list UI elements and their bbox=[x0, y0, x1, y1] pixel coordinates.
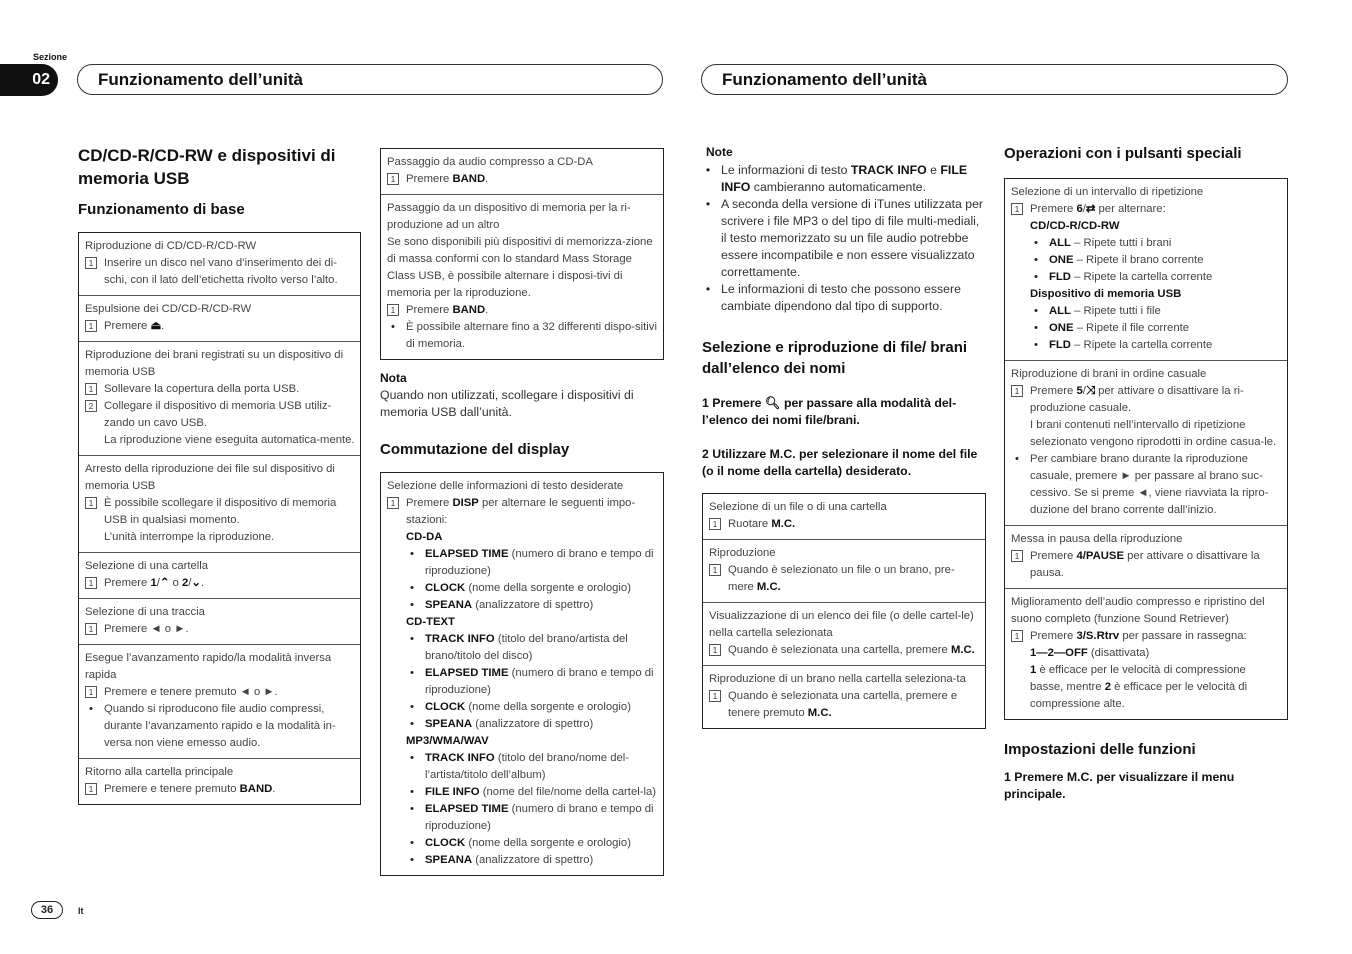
step-text: Quando è selezionata una cartella, premere e tenere premuto bbox=[728, 690, 958, 719]
item-key: CLOCK bbox=[425, 582, 466, 594]
subsection-title: Funzionamento di base bbox=[78, 201, 245, 218]
bullet-icon: • bbox=[1034, 305, 1038, 317]
nota-text: Quando non utilizzati, scollegare i dispositivi di memoria USB dall’unità. bbox=[380, 388, 634, 419]
list-item bbox=[387, 546, 658, 580]
bullet-icon: • bbox=[1034, 237, 1038, 249]
step-text: è efficace per le velocità di compressione basse, mentre bbox=[1030, 664, 1246, 693]
step-1-icon: 1 bbox=[85, 497, 97, 509]
step-note: La riproduzione viene eseguita automatica-mente. bbox=[104, 434, 355, 446]
list-item bbox=[387, 699, 658, 716]
table-cell bbox=[79, 644, 360, 758]
step-text: Premere bbox=[1030, 630, 1074, 642]
step-text: Quando è selezionata una cartella, premere bbox=[728, 644, 948, 656]
step-text: per passare in rassegna: bbox=[1122, 630, 1247, 642]
bullet-icon: • bbox=[391, 321, 395, 333]
key-label: 6 bbox=[1076, 203, 1083, 215]
item-key: ELAPSED TIME bbox=[425, 548, 509, 560]
item-key: SPEANA bbox=[425, 718, 473, 730]
step-1-icon: 1 bbox=[1011, 203, 1023, 215]
group-label: CD-TEXT bbox=[406, 616, 455, 628]
cell-title: Riproduzione dei brani registrati su un dispositivo di memoria USB bbox=[85, 349, 344, 378]
list-item bbox=[1011, 320, 1282, 337]
step-text: È possibile scollegare il dispositivo di memoria USB in qualsiasi momento. bbox=[104, 497, 337, 526]
key-label: 2 bbox=[181, 577, 189, 589]
repeat-icon: ⇄ bbox=[1085, 203, 1096, 215]
cell-title: Ritorno alla cartella principale bbox=[85, 766, 234, 778]
key-label: DISP bbox=[452, 497, 479, 509]
cell-title: Miglioramento dell’audio compresso e ripristino del suono completo (funzione Sound Retriever) bbox=[1011, 596, 1265, 625]
item-key: CLOCK bbox=[425, 701, 466, 713]
item-key: FILE INFO bbox=[425, 786, 480, 798]
item-value: – Ripete tutti i brani bbox=[1074, 237, 1172, 249]
item-key: SPEANA bbox=[425, 599, 473, 611]
step-text: Inserire un disco nel vano d’inserimento dei di-schi, con il lato dell’etichetta rivolto verso l’alto. bbox=[104, 257, 338, 286]
key-label: BAND bbox=[452, 173, 486, 185]
key-label: M.C. bbox=[807, 707, 832, 719]
table-cell: Selezione di una cartella 1 Premere 1/⌃ o 2/⌄. bbox=[79, 552, 360, 598]
item-key: SPEANA bbox=[425, 854, 473, 866]
special-buttons-title: Operazioni con i pulsanti speciali bbox=[1004, 145, 1242, 162]
list-item bbox=[387, 750, 658, 784]
item-value: – Ripete tutti i file bbox=[1074, 305, 1161, 317]
bullet-icon: • bbox=[410, 718, 414, 730]
key-label: 1 bbox=[1030, 664, 1037, 676]
step-text: Premere bbox=[406, 173, 450, 185]
table-cell bbox=[1005, 525, 1287, 588]
key-label: 5 bbox=[1076, 385, 1083, 397]
bullet-icon: • bbox=[1034, 322, 1038, 334]
step-1-icon: 1 bbox=[1011, 550, 1023, 562]
cell-title: Selezione di un file o di una cartella bbox=[709, 501, 887, 513]
note-text: e bbox=[930, 163, 937, 177]
note-text: Le informazioni di testo bbox=[721, 163, 848, 177]
cell-title: Selezione di un intervallo di ripetizione bbox=[1011, 186, 1204, 198]
item-value: – Ripete il file corrente bbox=[1076, 322, 1190, 334]
bullet-text: È possibile alternare fino a 32 differenti dispo-sitivi di memoria. bbox=[406, 321, 657, 350]
item-key: ALL bbox=[1049, 305, 1071, 317]
step-text: Premere bbox=[1030, 550, 1074, 562]
item-value: (analizzatore di spettro) bbox=[475, 718, 594, 730]
key-label: TRACK INFO bbox=[850, 163, 927, 177]
eject-icon: ⏏ bbox=[150, 320, 162, 332]
bullet-text: Per cambiare brano durante la riproduzione casuale, premere ► per passare al brano suc-cessivo. Se si preme ◄, viene riavviata la ripro-duzione del brano corrente dall’inizio. bbox=[1030, 453, 1269, 516]
list-table bbox=[702, 493, 986, 729]
cell-title: Riproduzione di CD/CD-R/CD-RW bbox=[85, 240, 257, 252]
bullet-icon: • bbox=[1015, 453, 1019, 465]
bullet-icon: • bbox=[410, 837, 414, 849]
table-cell bbox=[1005, 588, 1287, 719]
step-note: L’unità interrompe la riproduzione. bbox=[104, 531, 275, 543]
search-icon: 🔍︎ bbox=[764, 396, 781, 410]
step-text: per attivare o disattivare la ri-produzione casuale. bbox=[1030, 385, 1244, 414]
step-text: Premere ◄ o ►. bbox=[104, 623, 189, 635]
step-text: Premere bbox=[406, 304, 450, 316]
list-item bbox=[387, 784, 658, 801]
key-label: 2 bbox=[1104, 681, 1112, 693]
note-text: cambieranno automaticamente. bbox=[753, 180, 927, 194]
table-cell: Passaggio da audio compresso a CD-DA 1 Premere BAND. bbox=[381, 149, 663, 194]
key-label: M.C. bbox=[950, 644, 975, 656]
shuffle-icon: ⤨ bbox=[1085, 385, 1095, 397]
key-label: BAND bbox=[239, 783, 273, 795]
page-number: 36 bbox=[31, 901, 63, 919]
section-number: 02 bbox=[0, 64, 58, 96]
key-label: 4/PAUSE bbox=[1076, 550, 1124, 562]
list-item bbox=[387, 852, 658, 869]
cell-title: Riproduzione di un brano nella cartella seleziona-ta bbox=[709, 673, 966, 685]
key-label: FILE INFO bbox=[721, 163, 968, 194]
item-value: – Ripete il brano corrente bbox=[1076, 254, 1204, 266]
key-label: 1—2—OFF bbox=[1030, 647, 1088, 659]
bullet-text: Quando si riproducono file audio compressi, durante l’avanzamento rapido e la modalità in-versa non viene emesso audio. bbox=[104, 703, 336, 749]
step-text: Sollevare la copertura della porta USB. bbox=[104, 383, 300, 395]
step-1-icon: 1 bbox=[709, 564, 721, 576]
list-item bbox=[1011, 303, 1282, 320]
bullet-icon: • bbox=[410, 548, 414, 560]
step-1-icon: 1 bbox=[1011, 385, 1023, 397]
step-text: Collegare il dispositivo di memoria USB utiliz-zando un cavo USB. bbox=[104, 400, 332, 429]
bullet-icon: • bbox=[410, 803, 414, 815]
bullet-icon: • bbox=[1034, 339, 1038, 351]
step-text: Premere bbox=[406, 497, 450, 509]
step-text: o bbox=[172, 577, 179, 589]
step-1 bbox=[702, 395, 986, 429]
bullet-icon: • bbox=[410, 582, 414, 594]
table-cell: Riproduzione di brani in ordine casuale 1 Premere 5/⤨ per attivare o disattivare la ri-produzione casuale. I brani contenuti nell’intervallo di ripetizione selezionato vengono riprodotti in ordine casua-le. • Per cambiare brano durante la riproduzione casuale, premere ► per passare al brano suc-cessivo. Se si preme ◄, viene riavviata la ripro-duzione del brano corrente dall’inizio. bbox=[1005, 360, 1287, 525]
table-cell: Ritorno alla cartella principale 1 Premere e tenere premuto BAND. bbox=[79, 758, 360, 804]
cell-title: Selezione di una cartella bbox=[85, 560, 209, 572]
step-text: Premere e tenere premuto bbox=[104, 783, 237, 795]
list-item bbox=[1011, 235, 1282, 252]
bullet-icon: • bbox=[705, 197, 711, 211]
cell-title: Selezione di una traccia bbox=[85, 606, 205, 618]
down-chevron-icon: ⌄ bbox=[191, 577, 201, 589]
step-text: Quando è selezionato un file o un brano, pre-mere bbox=[728, 564, 955, 593]
function-settings-title: Impostazioni delle funzioni bbox=[1004, 741, 1196, 758]
cell-title: Esegue l’avanzamento rapido/la modalità inversa rapida bbox=[85, 652, 332, 681]
language-code: It bbox=[78, 906, 84, 916]
bullet-icon: • bbox=[410, 786, 414, 798]
step-1-icon: 1 bbox=[85, 783, 97, 795]
step-1-icon: 1 bbox=[709, 644, 721, 656]
key-label: 3/S.Rtrv bbox=[1076, 630, 1120, 642]
cell-title: Visualizzazione di un elenco dei file (o delle cartel-le) nella cartella selezionata bbox=[709, 610, 974, 639]
notes-list bbox=[702, 162, 986, 315]
note-text: A seconda della versione di iTunes utilizzata per scrivere i file MP3 o del tipo di file multi-mediali, il testo memorizzato su un file audio potrebbe essere incompatibile e non essere visualizzato correttamente. bbox=[721, 197, 984, 279]
item-value: (numero di brano e tempo di riproduzione) bbox=[425, 803, 654, 832]
table-cell: Espulsione dei CD/CD-R/CD-RW 1 Premere ⏏. bbox=[79, 295, 360, 341]
right-header: Funzionamento dell’unità bbox=[701, 64, 1288, 95]
column-3 bbox=[702, 144, 986, 729]
table-cell bbox=[79, 455, 360, 552]
list-item bbox=[1011, 252, 1282, 269]
step-text: Premere bbox=[1030, 203, 1074, 215]
cell-title: Riproduzione di brani in ordine casuale bbox=[1011, 368, 1207, 380]
column-1 bbox=[78, 144, 361, 805]
step-text: 1 Premere bbox=[702, 396, 762, 410]
switch-table bbox=[380, 148, 664, 360]
item-value: – Ripete la cartella corrente bbox=[1074, 271, 1213, 283]
item-key: ONE bbox=[1049, 322, 1074, 334]
step-1-icon: 1 bbox=[85, 383, 97, 395]
item-key: ALL bbox=[1049, 237, 1071, 249]
key-label: 1 bbox=[150, 577, 157, 589]
step-1-icon: 1 bbox=[1011, 630, 1023, 642]
list-item bbox=[1011, 269, 1282, 286]
item-value: (numero di brano e tempo di riproduzione) bbox=[425, 667, 654, 696]
step-note: I brani contenuti nell’intervallo di ripetizione selezionato vengono riprodotti in ordine casua-le. bbox=[1030, 419, 1277, 448]
item-value: (nome della sorgente e orologio) bbox=[468, 837, 631, 849]
note-title: Note bbox=[706, 145, 733, 159]
table-cell bbox=[703, 494, 985, 539]
group-label: MP3/WMA/WAV bbox=[406, 735, 489, 747]
bullet-icon: • bbox=[705, 282, 711, 296]
selection-title: Selezione e riproduzione di file/ brani dall’elenco dei nomi bbox=[702, 339, 968, 377]
section-label: Sezione bbox=[33, 52, 68, 62]
item-value: (analizzatore di spettro) bbox=[475, 854, 594, 866]
step-2-icon: 2 bbox=[85, 400, 97, 412]
bullet-icon: • bbox=[410, 752, 414, 764]
item-value: (nome della sorgente e orologio) bbox=[468, 701, 631, 713]
display-table bbox=[380, 472, 664, 876]
item-value: – Ripete la cartella corrente bbox=[1074, 339, 1213, 351]
item-key: FLD bbox=[1049, 339, 1071, 351]
list-item bbox=[387, 835, 658, 852]
step-text: per passare alla modalità del-l’elenco dei nomi file/brani. bbox=[702, 396, 957, 427]
key-label: M.C. bbox=[771, 518, 796, 530]
list-item bbox=[387, 597, 658, 614]
bullet-icon: • bbox=[705, 163, 711, 177]
column-4 bbox=[1004, 144, 1288, 803]
item-key: ELAPSED TIME bbox=[425, 667, 509, 679]
step-text: Premere bbox=[104, 577, 148, 589]
item-key: TRACK INFO bbox=[425, 633, 495, 645]
item-value: (analizzatore di spettro) bbox=[475, 599, 594, 611]
cell-title: Passaggio da audio compresso a CD-DA bbox=[387, 156, 593, 168]
function-step: 1 Premere M.C. per visualizzare il menu principale. bbox=[1004, 770, 1235, 801]
step-1-icon: 1 bbox=[709, 518, 721, 530]
step-1-icon: 1 bbox=[387, 304, 399, 316]
bullet-icon: • bbox=[89, 703, 93, 715]
step-1-icon: 1 bbox=[85, 257, 97, 269]
nota-title: Nota bbox=[380, 371, 407, 385]
list-item bbox=[387, 801, 658, 835]
left-header: Funzionamento dell’unità bbox=[77, 64, 663, 95]
cell-title: Passaggio da un dispositivo di memoria per la ri-produzione ad un altro bbox=[387, 202, 631, 231]
bullet-icon: • bbox=[1034, 254, 1038, 266]
step-text: Ruotare bbox=[728, 518, 769, 530]
step-1-icon: 1 bbox=[85, 577, 97, 589]
list-item bbox=[387, 580, 658, 597]
step-text: per alternare le seguenti impo-stazioni: bbox=[406, 497, 636, 526]
table-cell bbox=[79, 233, 360, 295]
step-text: Premere e tenere premuto ◄ o ►. bbox=[104, 686, 278, 698]
bullet-icon: • bbox=[410, 667, 414, 679]
list-item bbox=[387, 716, 658, 733]
list-item bbox=[387, 631, 658, 665]
basic-ops-table bbox=[78, 232, 361, 805]
step-1-icon: 1 bbox=[387, 497, 399, 509]
step-text: per alternare: bbox=[1098, 203, 1166, 215]
group-label: CD/CD-R/CD-RW bbox=[1030, 220, 1120, 232]
cell-title: Riproduzione bbox=[709, 547, 776, 559]
list-item bbox=[387, 665, 658, 699]
bullet-icon: • bbox=[410, 633, 414, 645]
key-label: BAND bbox=[452, 304, 486, 316]
cell-title: Messa in pausa della riproduzione bbox=[1011, 533, 1183, 545]
step-text: Premere bbox=[104, 320, 148, 332]
step-1-icon: 1 bbox=[85, 686, 97, 698]
table-cell: Passaggio da un dispositivo di memoria per la ri-produzione ad un altro Se sono disponibili più dispositivi di memorizza-zione di massa conformi con lo standard Mass Storage Class USB, è possibile alternare i disposi-tivi di memoria per la riproduzione. 1 Premere BAND. • È possibile alternare fino a 32 differenti dispo-sitivi di memoria. bbox=[381, 194, 663, 359]
table-cell bbox=[381, 473, 663, 875]
item-value: (titolo del brano/artista del brano/titolo del disco) bbox=[425, 633, 628, 662]
item-key: FLD bbox=[1049, 271, 1071, 283]
list-item bbox=[1011, 337, 1282, 354]
item-value: (numero di brano e tempo di riproduzione) bbox=[425, 548, 654, 577]
special-table bbox=[1004, 178, 1288, 720]
step-text: Premere bbox=[1030, 385, 1074, 397]
step-text: per attivare o disattivare la pausa. bbox=[1030, 550, 1260, 579]
cell-title: Espulsione dei CD/CD-R/CD-RW bbox=[85, 303, 252, 315]
table-cell bbox=[703, 665, 985, 728]
step-1-icon: 1 bbox=[709, 690, 721, 702]
bullet-icon: • bbox=[410, 854, 414, 866]
bullet-icon: • bbox=[410, 701, 414, 713]
step-2: 2 Utilizzare M.C. per selezionare il nome del file (o il nome della cartella) desiderato. bbox=[702, 447, 978, 478]
bullet-icon: • bbox=[1034, 271, 1038, 283]
table-cell bbox=[79, 598, 360, 644]
item-value: (titolo del brano/nome del-l’artista/titolo dell’album) bbox=[425, 752, 630, 781]
step-text: è efficace per le velocità di compressione alte. bbox=[1030, 681, 1248, 710]
key-label: M.C. bbox=[756, 581, 781, 593]
group-label: CD-DA bbox=[406, 531, 443, 543]
item-value: (nome della sorgente e orologio) bbox=[468, 582, 631, 594]
display-title: Commutazione del display bbox=[380, 441, 570, 458]
item-key: TRACK INFO bbox=[425, 752, 495, 764]
step-1-icon: 1 bbox=[387, 173, 399, 185]
step-1-icon: 1 bbox=[85, 320, 97, 332]
column-2 bbox=[380, 148, 664, 876]
step-text: (disattivata) bbox=[1090, 647, 1150, 659]
cell-text: Se sono disponibili più dispositivi di memorizza-zione di massa conformi con lo standard Mass Storage Class USB, è possibile alternare i disposi-tivi di memoria per la riproduzione. bbox=[387, 236, 653, 299]
section-title: CD/CD-R/CD-RW e dispositivi di memoria USB bbox=[78, 146, 336, 188]
table-cell: Selezione di un intervallo di ripetizione 1 Premere 6/⇄ per alternare: CD/CD-R/CD-RW • ALL – Ripete tutti i brani • ONE – Ripete il brano corrente • FLD – Ripete la cartella corrente Dispositivo di memoria USB • ALL – Ripete tutti i file • ONE – Ripete il file corrente • FLD – Ripete la cartella corrente bbox=[1005, 179, 1287, 360]
item-key: ELAPSED TIME bbox=[425, 803, 509, 815]
item-key: ONE bbox=[1049, 254, 1074, 266]
bullet-icon: • bbox=[410, 599, 414, 611]
step-1-icon: 1 bbox=[85, 623, 97, 635]
table-cell bbox=[703, 539, 985, 602]
note-text: Le informazioni di testo che possono essere cambiate dipendono dal tipo di supporto. bbox=[721, 282, 961, 313]
group-label: Dispositivo di memoria USB bbox=[1030, 288, 1182, 300]
cell-title: Selezione delle informazioni di testo desiderate bbox=[387, 480, 624, 492]
cell-title: Arresto della riproduzione dei file sul dispositivo di memoria USB bbox=[85, 463, 335, 492]
item-key: CLOCK bbox=[425, 837, 466, 849]
item-value: (nome del file/nome della cartel-la) bbox=[482, 786, 657, 798]
up-chevron-icon: ⌃ bbox=[159, 577, 170, 589]
table-cell bbox=[703, 602, 985, 665]
table-cell bbox=[79, 341, 360, 455]
